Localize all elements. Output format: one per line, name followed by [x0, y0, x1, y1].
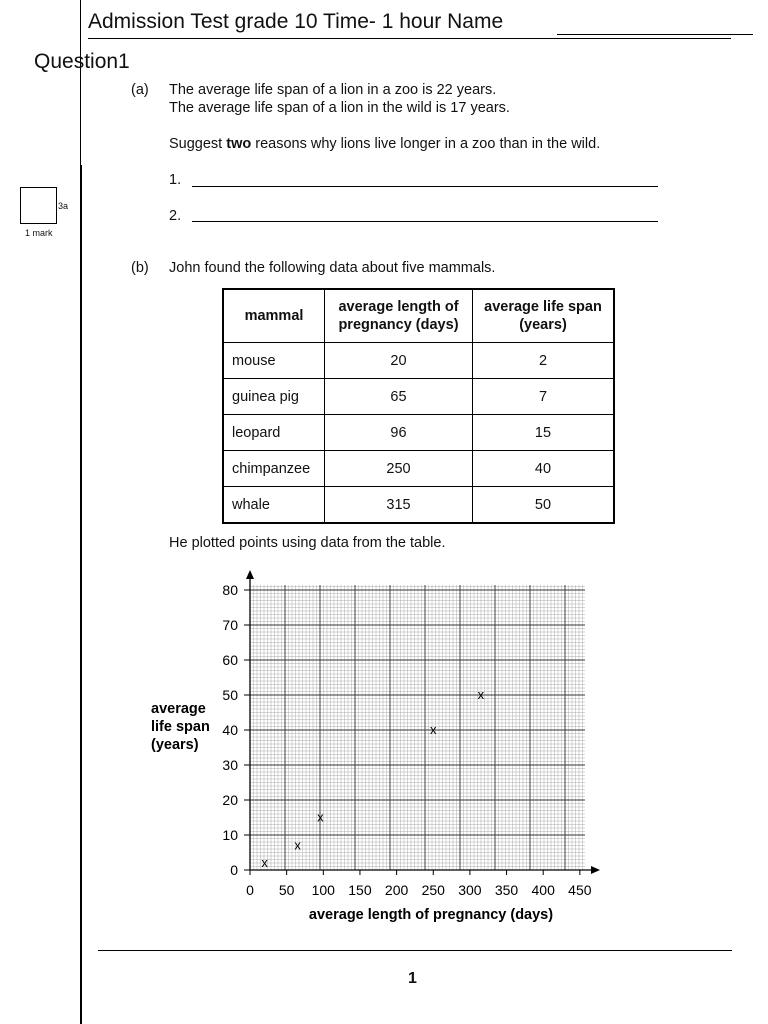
grid-major: [250, 585, 585, 870]
y-tick-label: 10: [222, 827, 238, 843]
answer-1-line[interactable]: [192, 186, 658, 187]
x-tick-label: 150: [348, 882, 372, 898]
footer-rule: [98, 950, 732, 951]
prompt-text-end: reasons why lions live longer in a zoo than in the wild.: [251, 136, 601, 152]
y-tick-label: 20: [222, 792, 238, 808]
x-axis-label: average length of pregnancy (days): [308, 907, 554, 923]
cell-pregnancy: 96: [325, 415, 473, 451]
y-tick-label: 60: [222, 652, 238, 668]
page-number: 1: [408, 970, 417, 987]
cell-mammal: chimpanzee: [223, 451, 325, 487]
x-tick-label: 200: [384, 882, 409, 898]
part-a-line1: The average life span of a lion in a zoo is 22 years.: [169, 82, 497, 98]
data-point: x: [261, 855, 268, 870]
y-axis-label: (years): [151, 737, 199, 753]
table-row: [223, 415, 614, 451]
header-mammal: mammal: [223, 289, 325, 343]
header-lifespan: [473, 289, 615, 343]
data-point: x: [430, 722, 437, 737]
prompt-emphasis: two: [226, 136, 252, 152]
x-tick-label: 400: [531, 882, 555, 898]
cell-mammal: leopard: [223, 415, 325, 451]
mark-count: 1 mark: [25, 228, 53, 238]
part-a-line2: The average life span of a lion in the wild is 17 years.: [169, 100, 510, 116]
table-row: [223, 487, 614, 524]
answer-2-line[interactable]: [192, 221, 658, 222]
data-points: [261, 687, 484, 870]
part-a-prompt: [169, 136, 600, 152]
y-tick-label: 50: [222, 687, 238, 703]
y-tick-label: 0: [230, 862, 238, 878]
part-a-label: (a): [131, 82, 149, 98]
x-tick-label: 300: [458, 882, 482, 898]
x-tick-label: 50: [278, 882, 295, 898]
x-tick-label: 350: [494, 882, 519, 898]
cell-lifespan: 7: [473, 379, 615, 415]
mark-box[interactable]: [20, 187, 57, 224]
cell-pregnancy: 20: [325, 343, 473, 379]
plot-intro: He plotted points using data from the table.: [169, 535, 446, 551]
x-tick-label: 0: [246, 882, 254, 898]
x-tick-label: 450: [568, 882, 592, 898]
data-point: x: [317, 809, 324, 825]
y-axis-arrow: [246, 570, 254, 579]
prompt-text: Suggest: [169, 136, 227, 152]
cell-mammal: guinea pig: [223, 379, 325, 415]
table-row: [223, 379, 614, 415]
header-rule: [88, 38, 731, 39]
answer-1-label: 1.: [169, 172, 182, 188]
cell-lifespan: 2: [473, 343, 615, 379]
cell-mammal: mouse: [223, 343, 325, 379]
page-header: Admission Test grade 10 Time- 1 hour Name: [88, 10, 504, 33]
cell-mammal: whale: [223, 487, 325, 524]
part-b-intro: John found the following data about five mammals.: [169, 260, 496, 276]
y-tick-label: 70: [222, 617, 238, 633]
x-tick-label: 250: [421, 882, 445, 898]
y-axis-label: life span: [151, 719, 210, 735]
cell-lifespan: 15: [473, 415, 615, 451]
question-title: Question1: [34, 50, 130, 73]
grid-minor: [250, 585, 585, 870]
header-lifespan-text: average life span (years): [484, 299, 602, 333]
cell-lifespan: 50: [473, 487, 615, 524]
part-b-label: (b): [131, 260, 149, 276]
header-pregnancy: [325, 289, 473, 343]
header-pregnancy-text: average length of pregnancy (days): [338, 299, 459, 333]
y-tick-label: 80: [222, 582, 238, 598]
table-row: [223, 451, 614, 487]
name-answer-line[interactable]: [557, 34, 753, 35]
y-axis-label: average: [151, 701, 206, 717]
cell-pregnancy: 65: [325, 379, 473, 415]
x-tick-label: 100: [311, 882, 335, 898]
data-point: x: [477, 687, 485, 702]
table-row: [223, 343, 614, 379]
y-tick-label: 30: [222, 757, 238, 773]
y-tick-label: 40: [222, 722, 238, 738]
mammal-data-table: [222, 288, 615, 524]
cell-pregnancy: 315: [325, 487, 473, 524]
x-axis-arrow: [591, 866, 600, 874]
table-header-row: [223, 289, 614, 343]
cell-lifespan: 40: [473, 451, 615, 487]
mark-code: 3a: [58, 201, 69, 211]
data-point: x: [294, 837, 301, 853]
answer-2-label: 2.: [169, 208, 182, 224]
cell-pregnancy: 250: [325, 451, 473, 487]
scatter-chart: [0, 560, 768, 940]
